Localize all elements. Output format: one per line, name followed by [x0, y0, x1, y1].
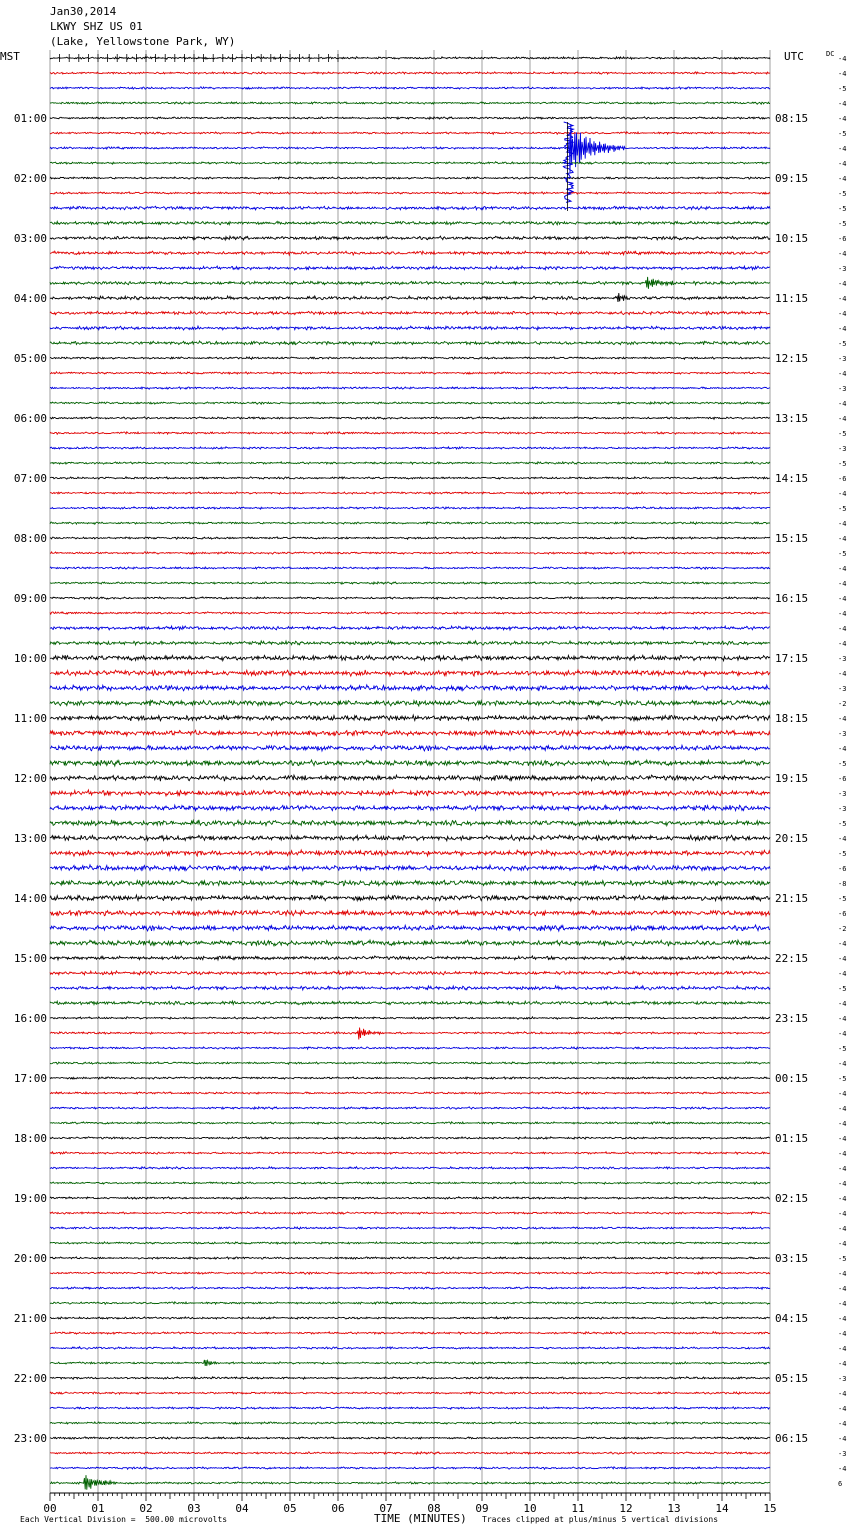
trace-line	[50, 507, 770, 510]
dc-offset-label: -4	[838, 70, 847, 78]
left-hour-label: 03:00	[13, 232, 47, 245]
dc-offset-label: -4	[838, 1315, 847, 1323]
dc-offset-label: -4	[838, 250, 847, 258]
trace-line	[50, 850, 770, 856]
dc-offset-label: -5	[838, 220, 847, 228]
trace-line	[50, 206, 770, 210]
dc-offset-label: -5	[838, 1045, 847, 1053]
trace-line	[50, 537, 770, 539]
x-tick-label: 09	[475, 1502, 489, 1515]
trace-line	[50, 1047, 770, 1049]
dc-offset-label: -4	[838, 100, 847, 108]
dc-offset-label: -4	[838, 1090, 847, 1098]
trace-line	[50, 417, 770, 420]
x-tick-label: 14	[715, 1502, 729, 1515]
dc-offset-label: -5	[838, 550, 847, 558]
trace-line	[50, 102, 770, 104]
x-tick-label: 01	[91, 1502, 105, 1515]
trace-line	[50, 820, 770, 826]
dc-offset-label: -4	[838, 535, 847, 543]
dc-offset-label: -5	[838, 430, 847, 438]
trace-line	[50, 1017, 770, 1020]
trace-line	[50, 251, 770, 255]
x-tick-label: 05	[283, 1502, 297, 1515]
left-hour-label: 13:00	[13, 832, 47, 845]
trace-line	[50, 1152, 770, 1154]
trace-line	[50, 221, 770, 225]
trace-line	[50, 1167, 770, 1169]
trace-line	[50, 462, 770, 465]
right-hour-label: 15:15	[775, 532, 809, 545]
right-hour-label: 06:15	[775, 1432, 809, 1445]
trace-line	[50, 880, 770, 886]
trace-line	[50, 162, 770, 165]
dc-offset-label: -2	[838, 700, 847, 708]
trace-line	[50, 835, 770, 841]
dc-offset-label: -5	[838, 760, 847, 768]
dc-offset-label: -4	[838, 1165, 847, 1173]
dc-offset-label: -4	[838, 310, 847, 318]
dc-offset-label: -4	[838, 1000, 847, 1008]
right-hour-label: 17:15	[775, 652, 809, 665]
dc-offset-label: -6	[838, 910, 847, 918]
dc-offset-label: -5	[838, 850, 847, 858]
right-hour-label: 08:15	[775, 112, 809, 125]
trace-line	[50, 1377, 770, 1380]
dc-offset-label: -5	[838, 820, 847, 828]
dc-offset-label: -5	[838, 205, 847, 213]
dc-offset-label: -4	[838, 1390, 847, 1398]
trace-line	[50, 1452, 770, 1454]
dc-offset-label: -4	[838, 1195, 847, 1203]
trace-line	[50, 1212, 770, 1215]
dc-offset-label: -3	[838, 1375, 847, 1383]
dc-offset-label: -4	[838, 1360, 847, 1368]
dc-offset-label: -4	[838, 1420, 847, 1428]
right-hour-label: 20:15	[775, 832, 809, 845]
trace-line	[50, 715, 770, 721]
trace-line	[50, 132, 770, 135]
trace-line	[50, 125, 770, 173]
trace-line	[50, 1257, 770, 1259]
trace-line	[50, 582, 770, 584]
dc-offset-label: -4	[838, 745, 847, 753]
dc-offset-label: -4	[838, 1330, 847, 1338]
dc-offset-label: -3	[838, 685, 847, 693]
trace-line	[50, 567, 770, 569]
vertical-division-note: Each Vertical Division = 500.00 microvolts	[20, 1515, 228, 1524]
right-hour-label: 14:15	[775, 472, 809, 485]
left-hour-label: 08:00	[13, 532, 47, 545]
trace-line	[50, 1227, 770, 1229]
trace-line	[50, 986, 770, 990]
left-hour-label: 14:00	[13, 892, 47, 905]
left-hour-label: 22:00	[13, 1372, 47, 1385]
dc-offset-label: -4	[838, 715, 847, 723]
right-hour-label: 10:15	[775, 232, 809, 245]
dc-offset-label: -4	[838, 565, 847, 573]
dc-offset-label: -4	[838, 625, 847, 633]
trace-line	[50, 1001, 770, 1005]
x-tick-label: 02	[139, 1502, 153, 1515]
dc-offset-label: -3	[838, 265, 847, 273]
dc-offset-label: -6	[838, 235, 847, 243]
trace-line	[50, 1197, 770, 1200]
dc-offset-label: -5	[838, 460, 847, 468]
dc-offset-label: -4	[838, 55, 847, 63]
dc-offset-label: -4	[838, 835, 847, 843]
left-hour-label: 23:00	[13, 1432, 47, 1445]
dc-offset-label: -4	[838, 1135, 847, 1143]
trace-line	[50, 626, 770, 630]
trace-line	[50, 387, 770, 389]
left-hour-label: 01:00	[13, 112, 47, 125]
trace-line	[50, 940, 770, 946]
trace-line	[50, 477, 770, 479]
left-hour-label: 05:00	[13, 352, 47, 365]
right-hour-label: 12:15	[775, 352, 809, 365]
right-hour-label: 05:15	[775, 1372, 809, 1385]
dc-offset-label: -5	[838, 985, 847, 993]
dc-offset-label: -4	[838, 1240, 847, 1248]
left-hour-label: 17:00	[13, 1072, 47, 1085]
trace-line	[50, 1422, 770, 1424]
trace-line	[50, 341, 770, 345]
dc-offset-label: -3	[838, 385, 847, 393]
dc-offset-label: -4	[838, 1030, 847, 1038]
dc-offset-label: -4	[838, 370, 847, 378]
dc-offset-label: -4	[838, 1285, 847, 1293]
dc-offset-label: -4	[838, 1105, 847, 1113]
trace-line	[50, 552, 770, 554]
trace-line	[50, 236, 770, 240]
left-hour-label: 02:00	[13, 172, 47, 185]
dc-offset-label: -3	[838, 730, 847, 738]
dc-offset-label: -4	[838, 670, 847, 678]
left-hour-label: 12:00	[13, 772, 47, 785]
dc-offset-label: -4	[838, 295, 847, 303]
trace-line	[50, 192, 770, 194]
left-hour-label: 07:00	[13, 472, 47, 485]
dc-offset-label: -6	[838, 475, 847, 483]
dc-offset-label: -4	[838, 1210, 847, 1218]
location-label: (Lake, Yellowstone Park, WY)	[50, 35, 236, 48]
dc-offset-label: -3	[838, 445, 847, 453]
trace-line	[50, 1287, 770, 1290]
left-hour-label: 11:00	[13, 712, 47, 725]
left-hour-label: 18:00	[13, 1132, 47, 1145]
x-tick-label: 13	[667, 1502, 681, 1515]
dc-offset-label: -4	[838, 580, 847, 588]
dc-offset-label: -4	[838, 1180, 847, 1188]
x-tick-label: 07	[379, 1502, 393, 1515]
x-tick-label: 12	[619, 1502, 633, 1515]
trace-line	[50, 1077, 770, 1079]
trace-line	[50, 760, 770, 766]
trace-line	[50, 117, 770, 119]
trace-line	[50, 745, 770, 751]
dc-offset-label: -4	[838, 1120, 847, 1128]
right-hour-label: 19:15	[775, 772, 809, 785]
trace-line	[50, 1242, 770, 1244]
right-hour-label: 22:15	[775, 952, 809, 965]
dc-offset-label: -4	[838, 280, 847, 288]
trace-line	[50, 1028, 770, 1040]
trace-line	[50, 1137, 770, 1139]
dc-offset-label: -5	[838, 505, 847, 513]
right-hour-label: 09:15	[775, 172, 809, 185]
trace-line	[50, 177, 770, 179]
dc-offset-label: -4	[838, 1150, 847, 1158]
clip-note: Traces clipped at plus/minus 5 vertical divisions	[482, 1515, 719, 1524]
trace-line	[50, 522, 770, 524]
x-axis-label: TIME (MINUTES)	[374, 1512, 467, 1525]
dc-offset-label: -4	[838, 1435, 847, 1443]
left-hour-label: 15:00	[13, 952, 47, 965]
dc-offset-label: -4	[838, 610, 847, 618]
right-hour-label: 03:15	[775, 1252, 809, 1265]
trace-line	[50, 790, 770, 796]
left-hour-label: 19:00	[13, 1192, 47, 1205]
trace-line	[50, 1347, 770, 1349]
trace-line	[50, 1122, 770, 1125]
dc-offset-label: -4	[838, 1405, 847, 1413]
dc-offset-label: -4	[838, 160, 847, 168]
trace-line	[50, 805, 770, 811]
dc-offset-label: -4	[838, 415, 847, 423]
dc-offset-label: -8	[838, 880, 847, 888]
dc-offset-label: -5	[838, 85, 847, 93]
trace-line	[50, 925, 770, 931]
dc-offset-label: -4	[838, 325, 847, 333]
left-hour-label: 16:00	[13, 1012, 47, 1025]
trace-line	[50, 612, 770, 614]
trace-line	[50, 402, 770, 404]
trace-line	[50, 895, 770, 901]
dc-offset-label: -4	[838, 490, 847, 498]
right-hour-label: 02:15	[775, 1192, 809, 1205]
right-hour-label: 04:15	[775, 1312, 809, 1325]
dc-offset-label: -4	[838, 1270, 847, 1278]
trace-line	[50, 293, 770, 302]
right-hour-label: 23:15	[775, 1012, 809, 1025]
trace-line	[50, 1302, 770, 1305]
right-hour-label: 00:15	[775, 1072, 809, 1085]
trace-line	[50, 87, 770, 89]
trace-line	[50, 655, 770, 661]
trace-line	[50, 311, 770, 315]
dc-offset-label: -4	[838, 940, 847, 948]
dc-offset-label: -6	[838, 775, 847, 783]
x-tick-label: 11	[571, 1502, 585, 1515]
dc-offset-label: -4	[838, 955, 847, 963]
dc-offset-label: -5	[838, 895, 847, 903]
trace-line	[50, 72, 770, 74]
trace-line	[50, 492, 770, 495]
dc-offset-label: -5	[838, 1075, 847, 1083]
dc-offset-label: -4	[838, 1345, 847, 1353]
dc-offset-label: -5	[838, 1255, 847, 1263]
dc-offset-label: -2	[838, 925, 847, 933]
dc-label: DC	[826, 50, 835, 58]
trace-line	[50, 1360, 770, 1366]
dc-offset-label: 6	[838, 1480, 843, 1488]
trace-line	[50, 277, 770, 289]
x-tick-label: 03	[187, 1502, 201, 1515]
dc-offset-label: -3	[838, 655, 847, 663]
trace-line	[50, 1317, 770, 1319]
trace-line	[50, 865, 770, 871]
dc-offset-label: -5	[838, 130, 847, 138]
dc-offset-label: -4	[838, 1015, 847, 1023]
dc-offset-label: -4	[838, 145, 847, 153]
trace-line	[50, 1467, 770, 1470]
dc-offset-label: -4	[838, 1465, 847, 1473]
x-tick-label: 08	[427, 1502, 441, 1515]
dc-offset-label: -3	[838, 1450, 847, 1458]
dc-offset-label: -3	[838, 355, 847, 363]
left-hour-label: 04:00	[13, 292, 47, 305]
x-tick-label: 04	[235, 1502, 249, 1515]
right-timezone-label: UTC	[784, 50, 804, 63]
trace-line	[50, 1392, 770, 1394]
dc-offset-label: -4	[838, 400, 847, 408]
trace-line	[50, 372, 770, 374]
dc-offset-label: -6	[838, 865, 847, 873]
trace-line	[50, 597, 770, 600]
trace-line	[50, 1272, 770, 1274]
trace-line	[50, 910, 770, 916]
dc-offset-label: -4	[838, 1225, 847, 1233]
right-hour-label: 18:15	[775, 712, 809, 725]
dc-offset-label: -4	[838, 1300, 847, 1308]
trace-line	[50, 775, 770, 781]
trace-line	[50, 1107, 770, 1109]
dc-offset-label: -4	[838, 640, 847, 648]
dc-offset-label: -5	[838, 190, 847, 198]
dc-offset-label: -4	[838, 175, 847, 183]
date-label: Jan30,2014	[50, 5, 117, 18]
x-tick-label: 10	[523, 1502, 537, 1515]
trace-line	[50, 1332, 770, 1335]
right-hour-label: 13:15	[775, 412, 809, 425]
left-hour-label: 10:00	[13, 652, 47, 665]
right-hour-label: 11:15	[775, 292, 809, 305]
left-timezone-label: MST	[0, 50, 20, 63]
trace-line	[50, 326, 770, 330]
dc-offset-label: -3	[838, 790, 847, 798]
trace-line	[50, 641, 770, 645]
trace-line	[50, 685, 770, 691]
trace-line	[50, 266, 770, 270]
dc-offset-label: -4	[838, 595, 847, 603]
station-label: LKWY SHZ US 01	[50, 20, 143, 33]
trace-line	[50, 1475, 770, 1490]
trace-line	[50, 1182, 770, 1184]
trace-line	[50, 670, 770, 676]
dc-offset-label: -4	[838, 520, 847, 528]
x-tick-label: 15	[763, 1502, 777, 1515]
left-hour-label: 21:00	[13, 1312, 47, 1325]
trace-line	[50, 730, 770, 736]
dc-offset-label: -3	[838, 805, 847, 813]
dc-offset-label: -4	[838, 970, 847, 978]
trace-line	[50, 971, 770, 975]
dc-offset-label: -4	[838, 115, 847, 123]
x-tick-label: 00	[43, 1502, 57, 1515]
trace-line	[50, 956, 770, 960]
left-hour-label: 09:00	[13, 592, 47, 605]
trace-line	[50, 357, 770, 359]
right-hour-label: 21:15	[775, 892, 809, 905]
trace-line	[50, 1062, 770, 1064]
left-hour-label: 06:00	[13, 412, 47, 425]
trace-line	[50, 1092, 770, 1094]
right-hour-label: 01:15	[775, 1132, 809, 1145]
trace-line	[50, 57, 770, 60]
trace-line	[50, 1437, 770, 1439]
trace-line	[50, 432, 770, 435]
trace-line	[50, 1407, 770, 1409]
trace-line	[50, 447, 770, 449]
trace-line	[50, 700, 770, 706]
dc-offset-label: -5	[838, 340, 847, 348]
left-hour-label: 20:00	[13, 1252, 47, 1265]
x-tick-label: 06	[331, 1502, 345, 1515]
dc-offset-label: -4	[838, 1060, 847, 1068]
right-hour-label: 16:15	[775, 592, 809, 605]
